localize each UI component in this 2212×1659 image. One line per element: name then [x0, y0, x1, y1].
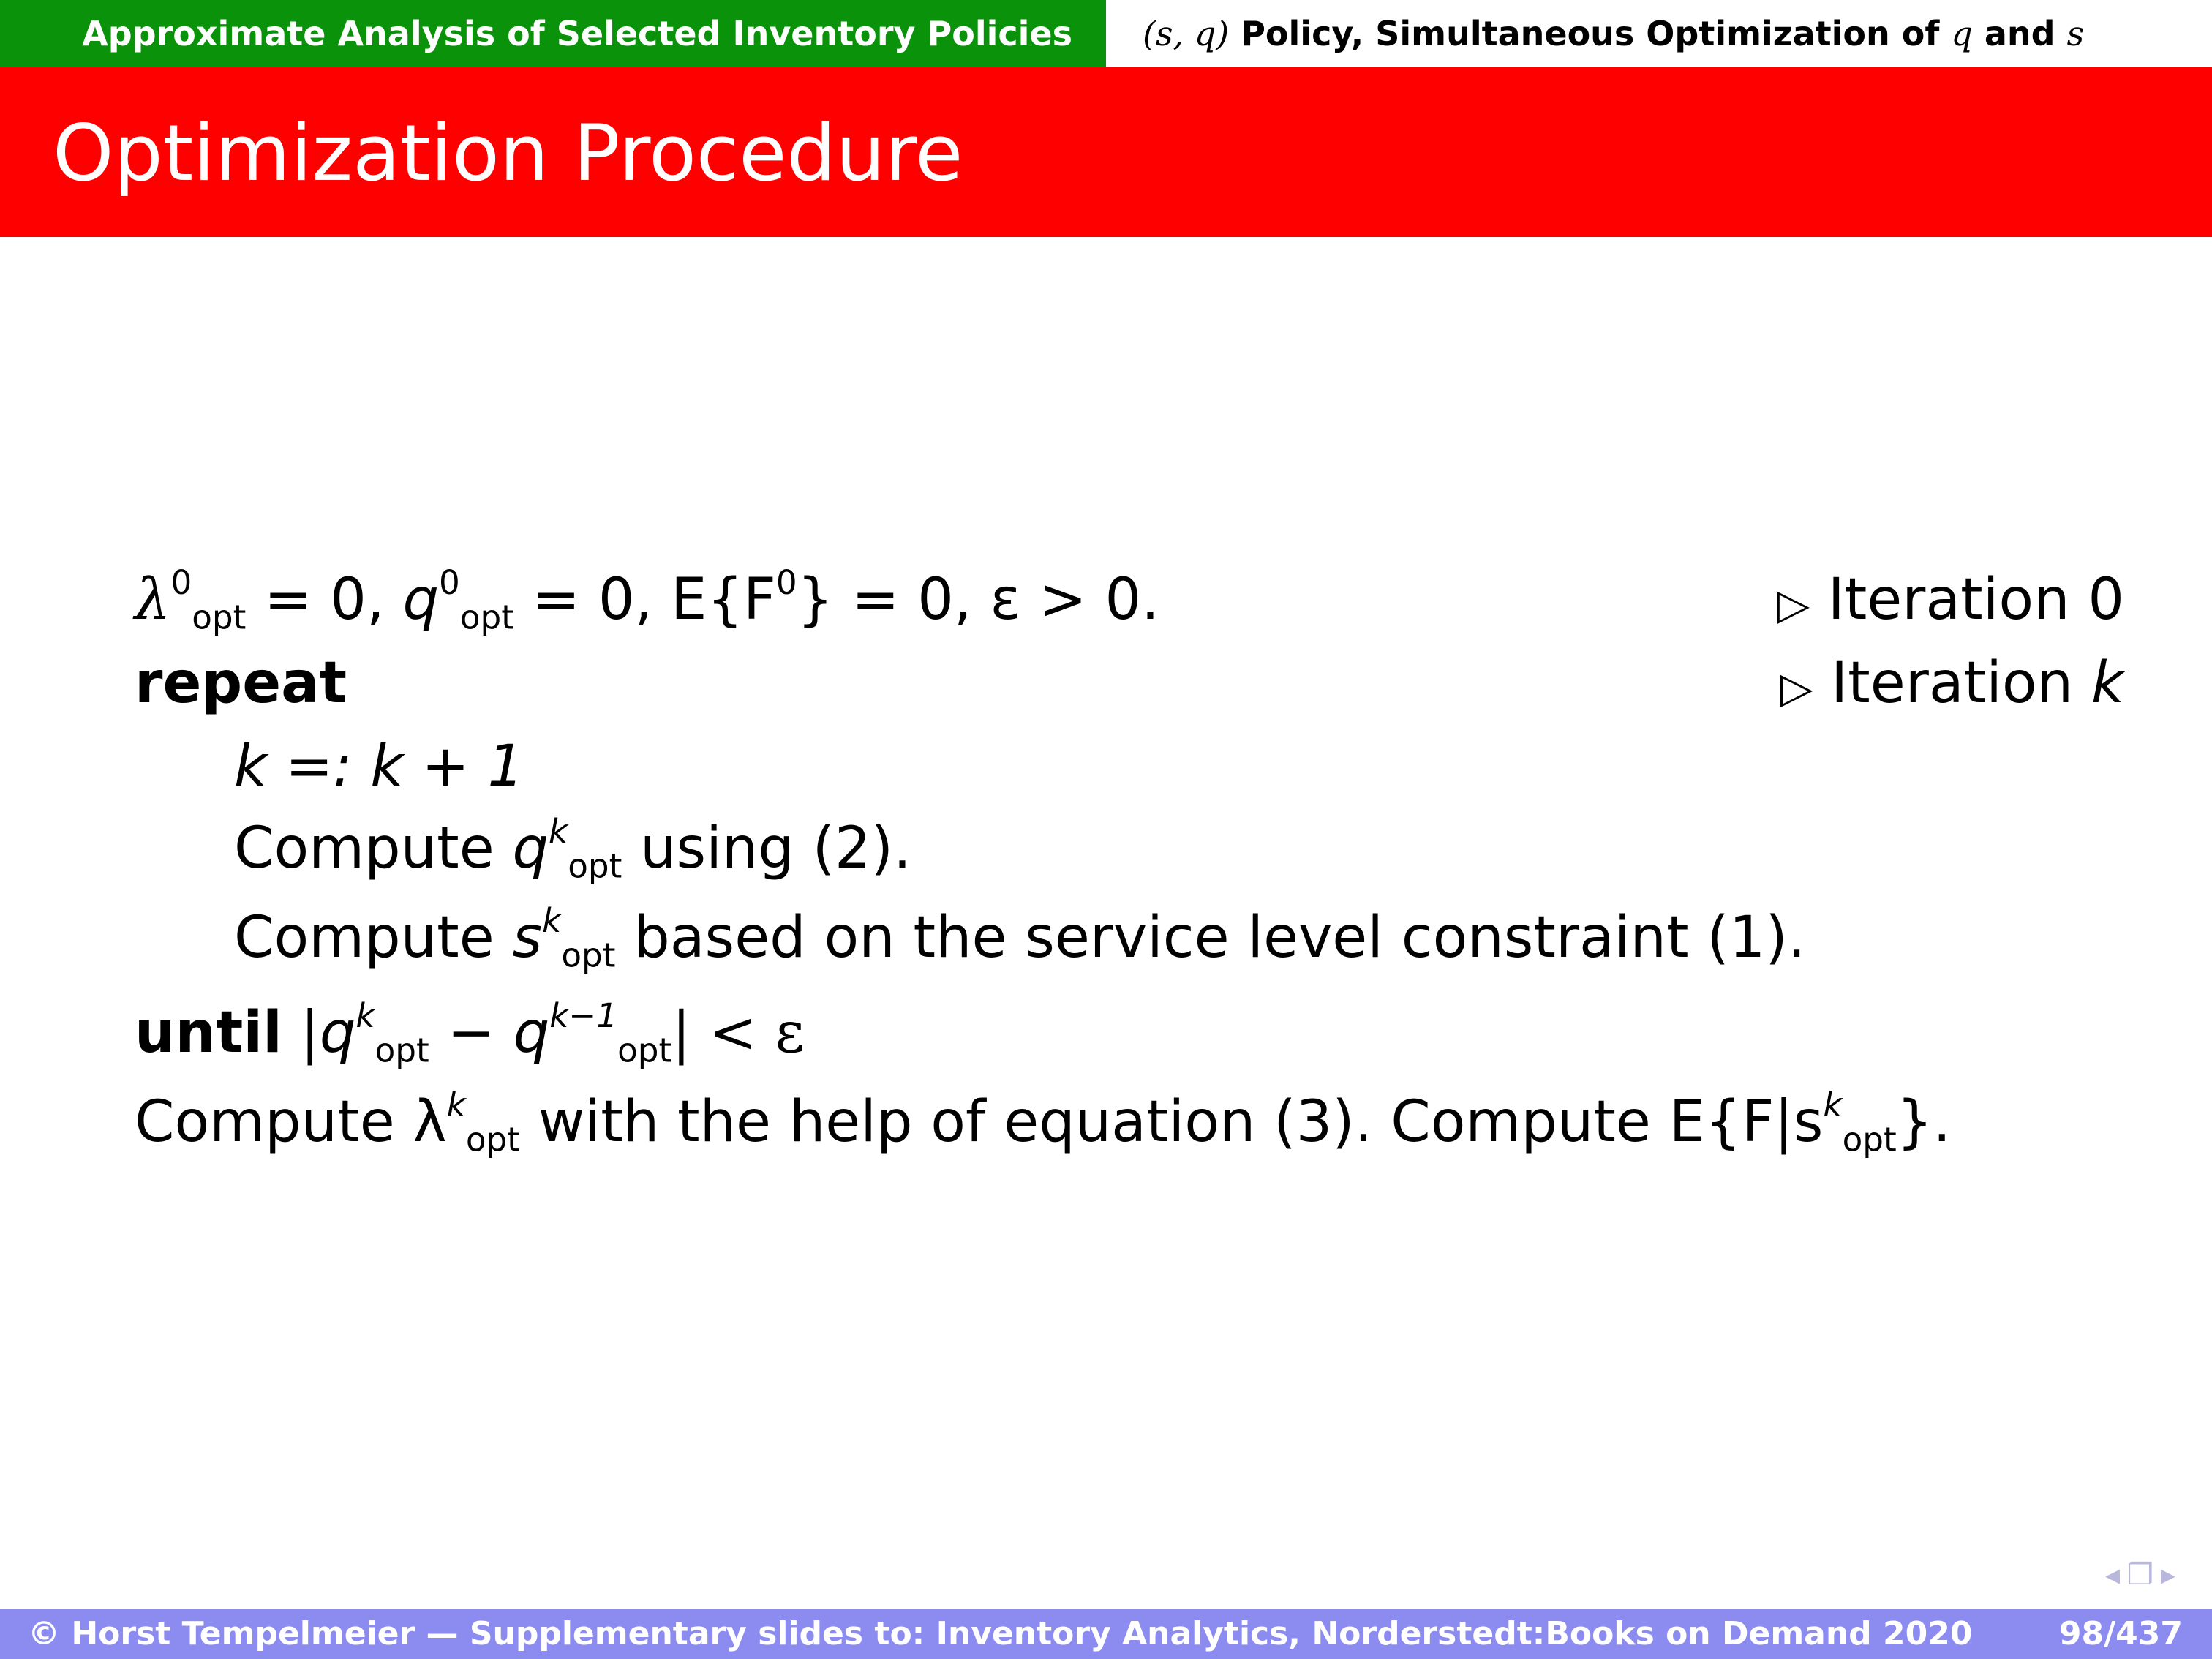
until-sub2: opt — [617, 1031, 672, 1070]
step2-sub: opt — [568, 846, 622, 886]
title-bar — [0, 67, 2212, 237]
init-eq3: } = 0, ε > 0. — [797, 567, 1159, 633]
final-sub1: opt — [465, 1120, 520, 1159]
subsection-text: Policy, Simultaneous Optimization of — [1241, 14, 1940, 53]
repeat-comment-var: k — [2091, 650, 2124, 716]
init-comment — [1777, 565, 2124, 639]
subsection-var-s: s — [2066, 14, 2085, 53]
until-q1: |q — [300, 1000, 356, 1066]
next-icon[interactable]: ▸ — [2160, 1558, 2183, 1592]
step3-sub: opt — [561, 936, 616, 975]
init-sup: 0 — [170, 563, 192, 603]
init-comment-text: Iteration 0 — [1827, 567, 2124, 633]
repeat-comment-label: Iteration — [1831, 650, 2074, 716]
footer-bar — [0, 1609, 2212, 1659]
step-compute-s — [234, 903, 1806, 973]
until-q2: − q — [429, 1000, 550, 1066]
prev-icon[interactable]: ◂ — [2104, 1558, 2128, 1592]
until-close: | < ε — [672, 1000, 805, 1066]
header-bar — [0, 0, 2212, 67]
step3-prefix: Compute — [234, 905, 494, 971]
triangle-right-icon: ▷ — [1777, 579, 1810, 629]
final-sup1: k — [446, 1086, 466, 1125]
final-sub2: opt — [1842, 1120, 1897, 1159]
step2-prefix: Compute — [234, 816, 494, 881]
step2-sup: k — [549, 812, 568, 851]
final-middle: with the help of equation (3). Compute E{F|s — [538, 1089, 1824, 1155]
step-increment — [234, 731, 524, 802]
step2-var: q — [512, 816, 549, 881]
frame-icon[interactable]: ❐ — [2127, 1558, 2161, 1592]
beamer-nav — [2105, 1558, 2183, 1592]
final-sup2: k — [1823, 1086, 1843, 1125]
repeat-line — [135, 648, 347, 718]
subsection-prefix: (s, q) — [1143, 14, 1230, 53]
init-f-sup: 0 — [775, 563, 797, 603]
final-end: }. — [1896, 1089, 1952, 1155]
final-prefix: Compute λ — [135, 1089, 447, 1155]
init-eq2: = 0, E{F — [532, 567, 776, 633]
subsection-title[interactable] — [1106, 0, 2212, 67]
until-sub1: opt — [375, 1031, 429, 1070]
subsection-and: and — [1984, 14, 2055, 53]
step-compute-q — [234, 813, 911, 884]
step2-suffix: using (2). — [640, 816, 911, 881]
init-eq1: = 0, — [264, 567, 403, 633]
step3-sup: k — [542, 901, 562, 941]
lambda-symbol: λ — [135, 567, 171, 633]
subsection-var-q: q — [1951, 14, 1973, 53]
footer-page-number: 98/437 — [2058, 1615, 2183, 1652]
init-line — [135, 565, 1159, 635]
triangle-right-icon: ▷ — [1780, 663, 1813, 712]
init-q-sup: 0 — [439, 563, 460, 603]
until-sup2: k−1 — [549, 996, 618, 1036]
until-sup1: k — [356, 996, 375, 1036]
repeat-keyword: repeat — [135, 650, 347, 716]
section-title[interactable]: Approximate Analysis of Selected Inventory Policies — [0, 0, 1106, 67]
step3-suffix: based on the service level constraint (1). — [633, 905, 1806, 971]
final-line — [135, 1087, 1951, 1157]
init-q-sub: opt — [459, 598, 514, 637]
footer-copyright: © Horst Tempelmeier — Supplementary slides to: Inventory Analytics, Norderstedt:Books on Demand 2020 — [28, 1615, 1973, 1652]
until-line — [135, 998, 805, 1068]
until-keyword: until — [135, 1000, 282, 1066]
slide-title: Optimization Procedure — [53, 108, 963, 198]
init-q: q — [402, 567, 440, 633]
init-sub: opt — [192, 598, 247, 637]
step3-var: s — [512, 905, 543, 971]
step1-text: k =: k + 1 — [234, 734, 524, 800]
repeat-comment — [1780, 648, 2124, 723]
